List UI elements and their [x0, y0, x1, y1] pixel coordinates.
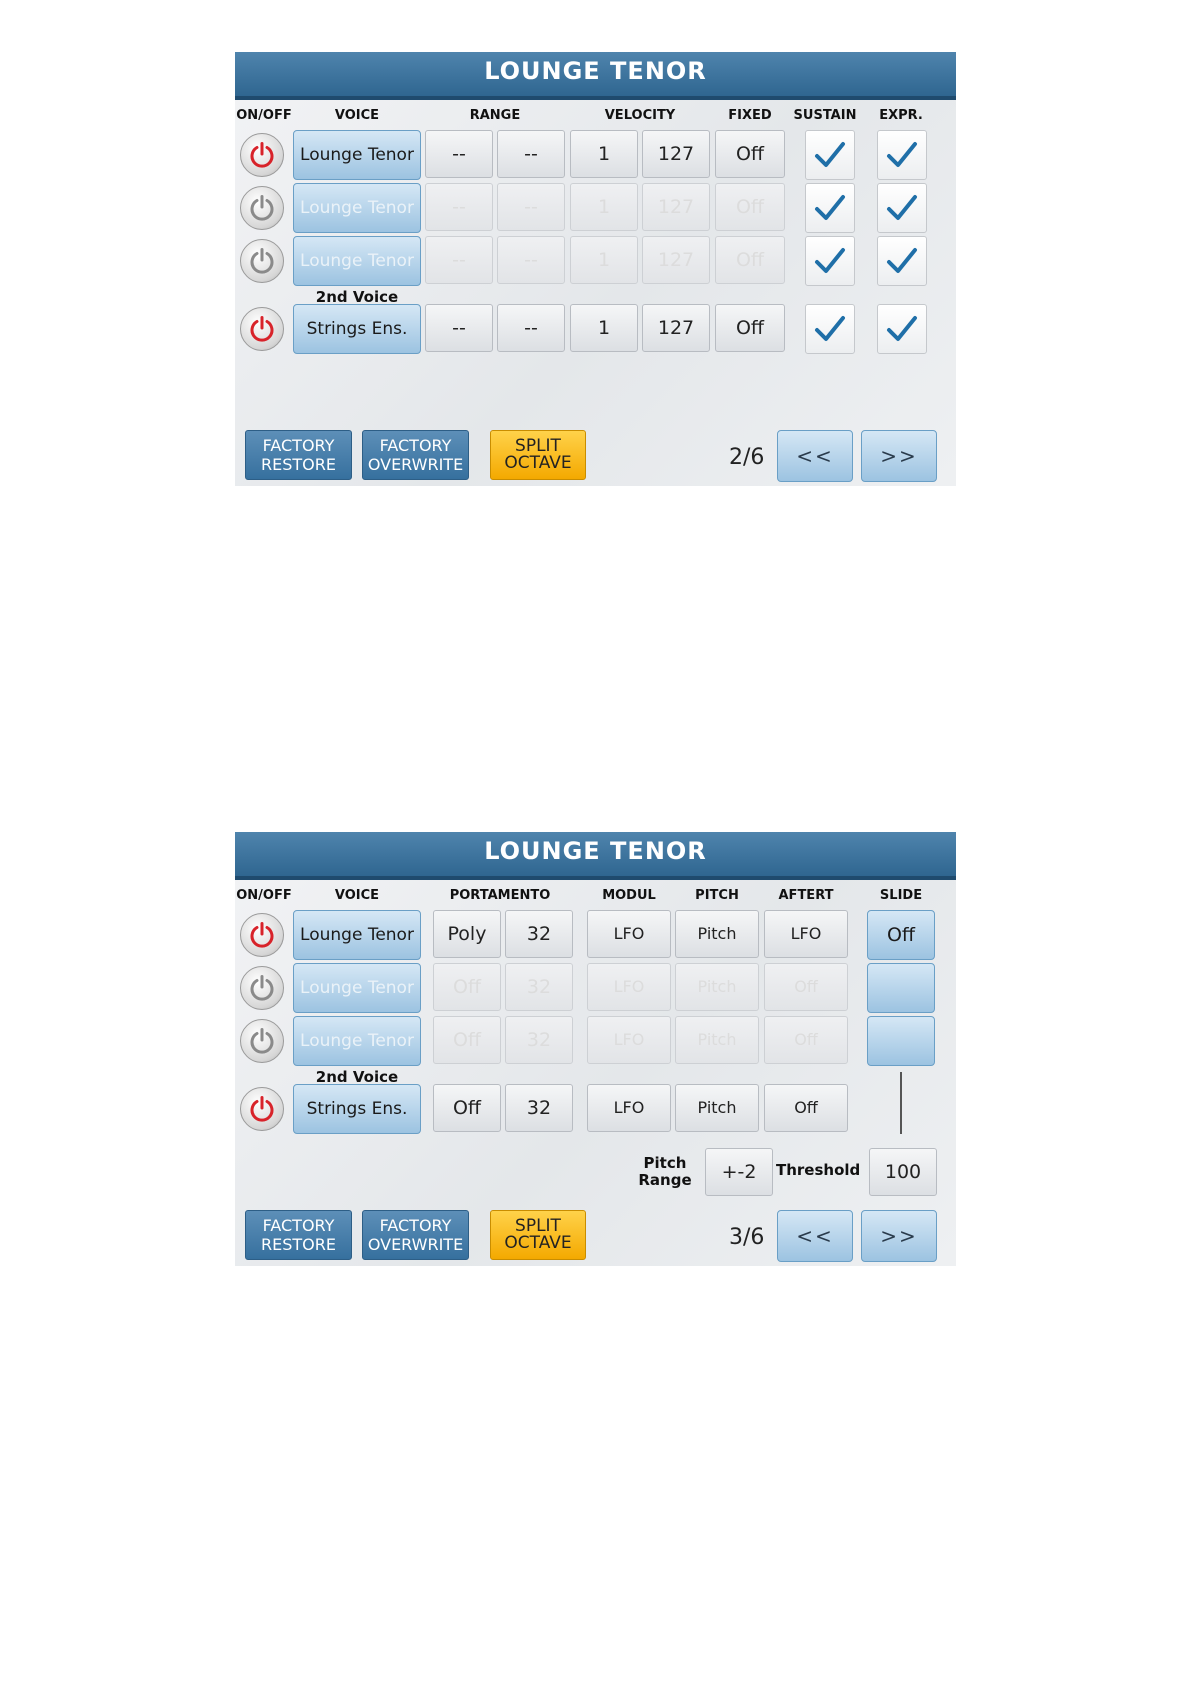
velocity-low-field[interactable]: 1	[570, 304, 638, 352]
split-octave-line1: SPLIT	[515, 1216, 561, 1236]
power-button[interactable]	[240, 966, 284, 1010]
header-voice: VOICE	[334, 108, 380, 123]
modulation-field[interactable]: LFO	[587, 1084, 671, 1132]
factory-overwrite-line2: OVERWRITE	[367, 455, 464, 474]
header-velocity: VELOCITY	[604, 108, 676, 123]
sustain-checkbox[interactable]	[805, 236, 855, 286]
voice-select-button[interactable]: Strings Ens.	[293, 1084, 421, 1134]
screen-title: LOUNGE TENOR	[235, 52, 956, 100]
velocity-high-field[interactable]: 127	[642, 183, 710, 231]
header-aftert: AFTERT	[778, 888, 834, 903]
velocity-low-field[interactable]: 1	[570, 183, 638, 231]
modulation-field[interactable]: LFO	[587, 963, 671, 1011]
header-voice: VOICE	[334, 888, 380, 903]
portamento-mode-field[interactable]: Off	[433, 1084, 501, 1132]
factory-restore-button[interactable]	[245, 1210, 352, 1260]
factory-overwrite-line1: FACTORY	[379, 436, 452, 455]
factory-restore-line2: RESTORE	[261, 1235, 336, 1254]
power-button[interactable]	[240, 913, 284, 957]
header-modul: MODUL	[602, 888, 656, 903]
split-octave-button[interactable]	[490, 430, 586, 480]
factory-overwrite-line1: FACTORY	[379, 1216, 452, 1235]
fixed-field[interactable]: Off	[715, 304, 785, 352]
modulation-field[interactable]: LFO	[587, 1016, 671, 1064]
expression-checkbox[interactable]	[877, 304, 927, 354]
range-high-field[interactable]: --	[497, 236, 565, 284]
aftertouch-field[interactable]: Off	[764, 1084, 848, 1132]
factory-restore-line2: RESTORE	[261, 455, 336, 474]
prev-page-button[interactable]: <<	[777, 1210, 853, 1262]
header-onoff: ON/OFF	[236, 108, 292, 123]
slide-row3-toggle[interactable]	[867, 1016, 935, 1066]
header-pitch: PITCH	[695, 888, 739, 903]
header-slide: SLIDE	[879, 888, 923, 903]
power-button[interactable]	[240, 307, 284, 351]
portamento-mode-field[interactable]: Off	[433, 1016, 501, 1064]
velocity-low-field[interactable]: 1	[570, 130, 638, 178]
range-low-field[interactable]: --	[425, 130, 493, 178]
velocity-high-field[interactable]: 127	[642, 304, 710, 352]
portamento-time-field[interactable]: 32	[505, 910, 573, 958]
page-indicator: 2/6	[729, 445, 765, 470]
portamento-mode-field[interactable]: Poly	[433, 910, 501, 958]
modulation-field[interactable]: LFO	[587, 910, 671, 958]
power-button[interactable]	[240, 1019, 284, 1063]
header-portamento: PORTAMENTO	[449, 888, 551, 903]
slide-toggle[interactable]: Off	[867, 910, 935, 960]
sustain-checkbox[interactable]	[805, 183, 855, 233]
expression-checkbox[interactable]	[877, 183, 927, 233]
header-range: RANGE	[469, 108, 521, 123]
power-button[interactable]	[240, 239, 284, 283]
range-high-field[interactable]: --	[497, 304, 565, 352]
voice-select-button[interactable]: Lounge Tenor	[293, 910, 421, 960]
expression-checkbox[interactable]	[877, 130, 927, 180]
aftertouch-field[interactable]: Off	[764, 963, 848, 1011]
velocity-high-field[interactable]: 127	[642, 130, 710, 178]
slide-row2-toggle[interactable]	[867, 963, 935, 1013]
portamento-mode-field[interactable]: Off	[433, 963, 501, 1011]
voice-settings-screen-page-2	[235, 52, 956, 486]
velocity-high-field[interactable]: 127	[642, 236, 710, 284]
voice-select-button[interactable]: Lounge Tenor	[293, 236, 421, 286]
slide-divider	[900, 1072, 902, 1134]
voice-select-button[interactable]: Strings Ens.	[293, 304, 421, 354]
fixed-field[interactable]: Off	[715, 130, 785, 178]
split-octave-line2: OCTAVE	[504, 1233, 572, 1253]
portamento-time-field[interactable]: 32	[505, 1016, 573, 1064]
next-page-button[interactable]: >>	[861, 430, 937, 482]
split-octave-line2: OCTAVE	[504, 453, 572, 473]
second-voice-label: 2nd Voice	[315, 288, 399, 306]
power-button[interactable]	[240, 133, 284, 177]
second-voice-label: 2nd Voice	[315, 1068, 399, 1086]
pitch-range-label	[630, 1155, 700, 1189]
voice-select-button[interactable]: Lounge Tenor	[293, 183, 421, 233]
velocity-low-field[interactable]: 1	[570, 236, 638, 284]
header-fixed: FIXED	[728, 108, 772, 123]
aftertouch-field[interactable]: Off	[764, 1016, 848, 1064]
fixed-field[interactable]: Off	[715, 183, 785, 231]
pitch-range-value[interactable]: +-2	[705, 1148, 773, 1196]
threshold-label: Threshold	[776, 1161, 861, 1179]
range-low-field[interactable]: --	[425, 183, 493, 231]
fixed-field[interactable]: Off	[715, 236, 785, 284]
split-octave-button[interactable]	[490, 1210, 586, 1260]
factory-overwrite-line2: OVERWRITE	[367, 1235, 464, 1254]
range-high-field[interactable]: --	[497, 183, 565, 231]
factory-overwrite-button[interactable]	[362, 1210, 469, 1260]
page-indicator: 3/6	[729, 1225, 765, 1250]
split-octave-line1: SPLIT	[515, 436, 561, 456]
range-high-field[interactable]: --	[497, 130, 565, 178]
voice-select-button[interactable]: Lounge Tenor	[293, 1016, 421, 1066]
next-page-button[interactable]: >>	[861, 1210, 937, 1262]
pitch-range-label-line1: Pitch	[643, 1154, 687, 1172]
pitch-field[interactable]: Pitch	[675, 910, 759, 958]
header-expr: EXPR.	[879, 108, 923, 123]
pitch-field[interactable]: Pitch	[675, 1084, 759, 1132]
pitch-range-label-line2: Range	[638, 1171, 692, 1189]
sustain-checkbox[interactable]	[805, 130, 855, 180]
pitch-field[interactable]: Pitch	[675, 963, 759, 1011]
factory-restore-button[interactable]	[245, 430, 352, 480]
portamento-time-field[interactable]: 32	[505, 1084, 573, 1132]
range-low-field[interactable]: --	[425, 304, 493, 352]
voice-select-button[interactable]: Lounge Tenor	[293, 963, 421, 1013]
expression-checkbox[interactable]	[877, 236, 927, 286]
power-button[interactable]	[240, 1087, 284, 1131]
portamento-time-field[interactable]: 32	[505, 963, 573, 1011]
header-sustain: SUSTAIN	[793, 108, 857, 123]
factory-restore-line1: FACTORY	[262, 1216, 335, 1235]
prev-page-button[interactable]: <<	[777, 430, 853, 482]
voice-select-button[interactable]: Lounge Tenor	[293, 130, 421, 180]
aftertouch-field[interactable]: LFO	[764, 910, 848, 958]
threshold-value[interactable]: 100	[869, 1148, 937, 1196]
factory-restore-line1: FACTORY	[262, 436, 335, 455]
sustain-checkbox[interactable]	[805, 304, 855, 354]
pitch-field[interactable]: Pitch	[675, 1016, 759, 1064]
range-low-field[interactable]: --	[425, 236, 493, 284]
power-button[interactable]	[240, 186, 284, 230]
header-onoff: ON/OFF	[236, 888, 292, 903]
voice-settings-screen-page-3	[235, 832, 956, 1266]
screen-title: LOUNGE TENOR	[235, 832, 956, 880]
factory-overwrite-button[interactable]	[362, 430, 469, 480]
